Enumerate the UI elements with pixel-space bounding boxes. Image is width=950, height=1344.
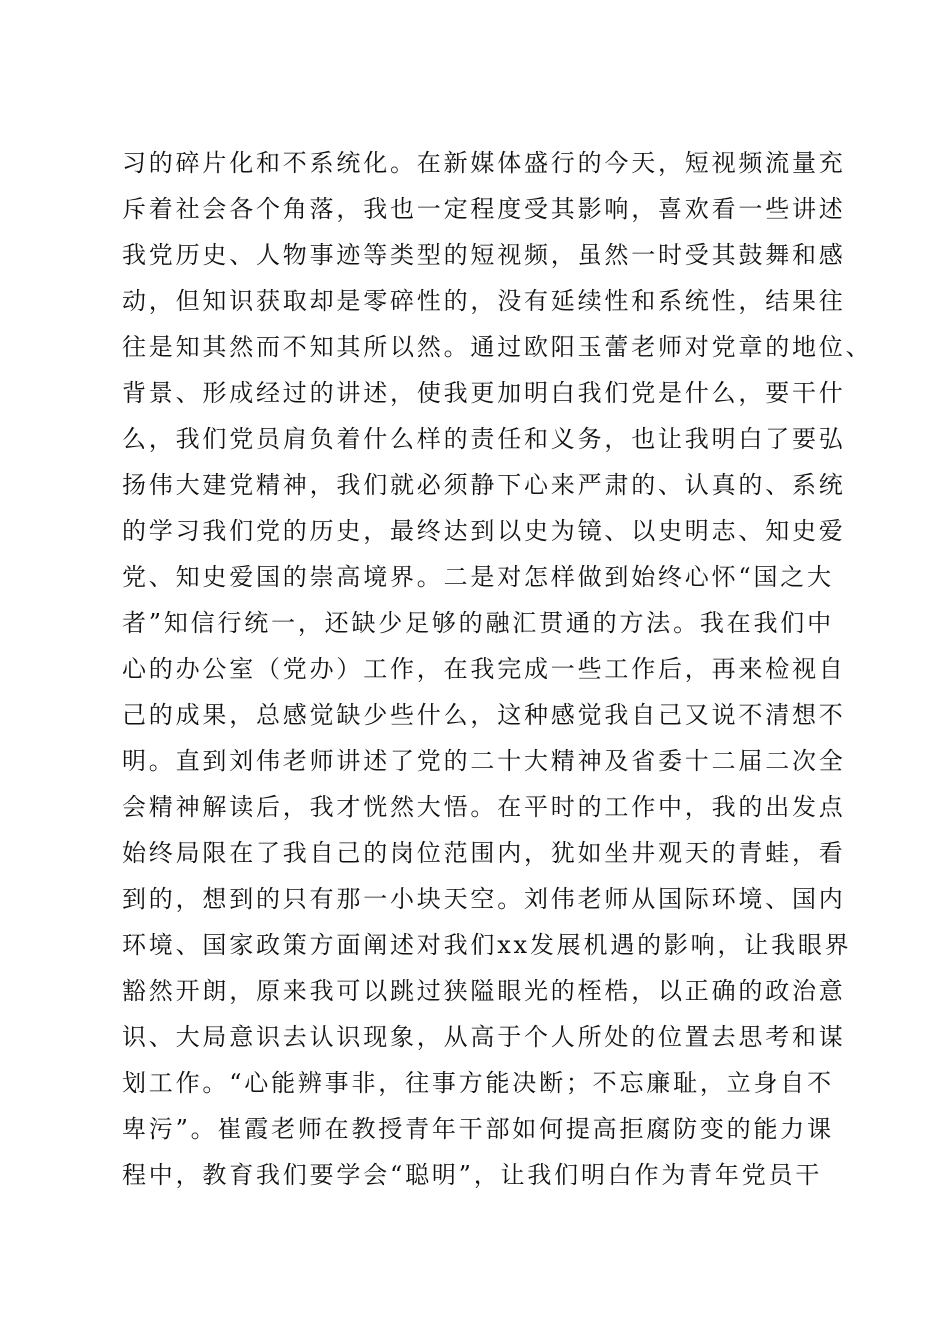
text-line: 识、大局意识去认识现象，从高于个人所处的位置去思考和谋: [122, 1023, 846, 1051]
text-line: 心的办公室（党办）工作，在我完成一些工作后，再来检视自: [122, 655, 846, 683]
text-line: 斥着社会各个角落，我也一定程度受其影响，喜欢看一些讲述: [122, 195, 846, 223]
text-line: 习的碎片化和不系统化。在新媒体盛行的今天，短视频流量充: [122, 149, 846, 177]
text-line: 党、知史爱国的崇高境界。二是对怎样做到始终心怀“国之大: [122, 563, 834, 591]
text-line: 豁然开朗，原来我可以跳过狭隘眼光的桎梏，以正确的政治意: [122, 977, 846, 1005]
text-line: 划工作。“心能辨事非，往事方能决断；不忘廉耻，立身自不: [122, 1069, 834, 1097]
text-line: 背景、形成经过的讲述，使我更加明白我们党是什么，要干什: [122, 379, 846, 407]
text-line: 扬伟大建党精神，我们就必须静下心来严肃的、认真的、系统: [122, 471, 846, 499]
text-line: 始终局限在了我自己的岗位范围内，犹如坐井观天的青蛙，看: [122, 839, 846, 867]
text-line: 己的成果，总感觉缺少些什么，这种感觉我自己又说不清想不: [122, 701, 846, 729]
text-line: 会精神解读后，我才恍然大悟。在平时的工作中，我的出发点: [122, 793, 846, 821]
text-line: 动，但知识获取却是零碎性的，没有延续性和系统性，结果往: [122, 287, 846, 315]
text-line: 我党历史、人物事迹等类型的短视频，虽然一时受其鼓舞和感: [122, 241, 846, 269]
text-line: 的学习我们党的历史，最终达到以史为镜、以史明志、知史爱: [122, 517, 846, 545]
text-line: 到的，想到的只有那一小块天空。刘伟老师从国际环境、国内: [122, 885, 846, 913]
text-line: 么，我们党员肩负着什么样的责任和义务，也让我明白了要弘: [122, 425, 846, 453]
body-text: [122, 140, 873, 1198]
text-line: 程中，教育我们要学会“聪明”，让我们明白作为青年党员干: [122, 1161, 823, 1189]
text-line: 明。直到刘伟老师讲述了党的二十大精神及省委十二届二次全: [122, 747, 846, 775]
text-line: 往是知其然而不知其所以然。通过欧阳玉蕾老师对党章的地位、: [122, 333, 873, 361]
text-line: 卑污”。崔霞老师在教授青年干部如何提高拒腐防变的能力课: [122, 1115, 834, 1143]
text-line: 者”知信行统一，还缺少足够的融汇贯通的方法。我在我们中: [122, 609, 834, 637]
text-line: 环境、国家政策方面阐述对我们xx发展机遇的影响，让我眼界: [122, 931, 852, 959]
